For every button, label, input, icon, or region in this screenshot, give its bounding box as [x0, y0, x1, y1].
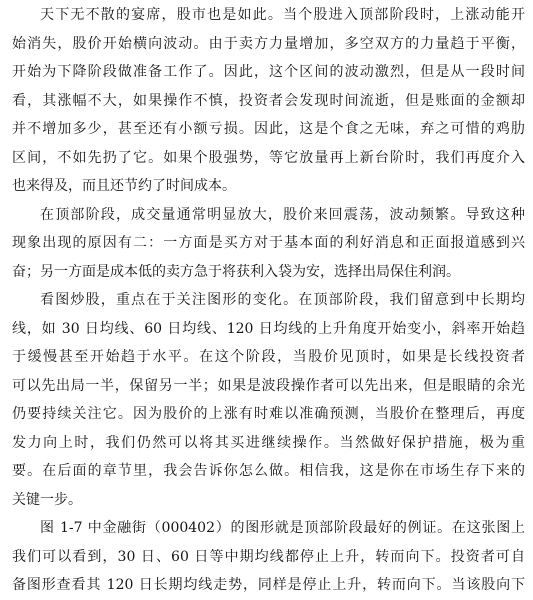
- paragraph-volume: [12, 201, 525, 287]
- text-line: 线，如 30 日均线、60 日均线、120 日均线的上升角度开始变小，斜率开始趋: [12, 320, 525, 337]
- text-line: 奋；另一方面是成本低的卖方急于将获利入袋为安，选择出局保住利润。: [12, 263, 460, 280]
- text-line: 于缓慢甚至开始趋于水平。在这个阶段，当股价见顶时，如果是长线投资者: [12, 349, 525, 365]
- paragraph-moving-averages: [12, 286, 525, 514]
- text-line: 我们可以看到，30 日、60 日等中期均线都停止上升，转而向下。投资者可自: [12, 548, 525, 565]
- text-line: 看图炒股，重点在于关注图形的变化。在顶部阶段，我们留意到中长期均: [40, 292, 525, 308]
- text-line: 看，其涨幅不大，如果操作不慎，投资者会发现时间流逝，但是账面的金额却: [12, 92, 525, 109]
- text-line: 要。在后面的章节里，我会告诉你怎么做。相信我，这是你在市场生存下来的: [12, 463, 525, 479]
- text-line: 可以先出局一半，保留另一半；如果是波段操作者可以先出来，但是眼睛的余光: [12, 377, 525, 394]
- text-line: 现象出现的原因有二：一方面是买方对于基本面的利好消息和正面报道感到兴: [12, 235, 525, 251]
- text-line: 仍要持续关注它。因为股价的上涨有时难以准确预测，当股价在整理后，再度: [12, 406, 525, 422]
- text-line: 始消失，股价开始横向波动。由于卖方力量增加，多空双方的力量趋于平衡，: [12, 35, 525, 52]
- paragraph-tops-intro: [12, 1, 525, 201]
- text-line: 发力向上时，我们仍然可以将其买进继续操作。当然做好保护措施，极为重: [12, 434, 525, 451]
- text-line: 在顶部阶段，成交量通常明显放大，股价来回震荡，波动频繁。导致这种: [40, 206, 525, 223]
- paragraph-figure-example: [12, 514, 525, 600]
- text-line: 并不增加多少，甚至还有小额亏损。因此，这是个食之无味，弃之可惜的鸡肋: [12, 121, 525, 137]
- text-line: 关键一步。: [12, 491, 82, 508]
- text-line: 备图形查看其 120 日长期均线走势，同样是停止上升，转而向下。当该股向下: [12, 577, 525, 593]
- text-line: 天下无不散的宴席，股市也是如此。当个股进入顶部阶段时，上涨动能开: [40, 7, 525, 23]
- text-line: 也来得及，而且还节约了时间成本。: [12, 178, 236, 194]
- text-line: 开始为下降阶段做准备工作了。因此，这个区间的波动激烈，但是从一段时间: [12, 64, 525, 80]
- text-line: 图 1-7 中金融街（000402）的图形就是顶部阶段最好的例证。在这张图上: [40, 520, 525, 536]
- text-line: 区间，不如先扔了它。如果个股强势，等它放量再上新台阶时，我们再度介入: [12, 149, 525, 166]
